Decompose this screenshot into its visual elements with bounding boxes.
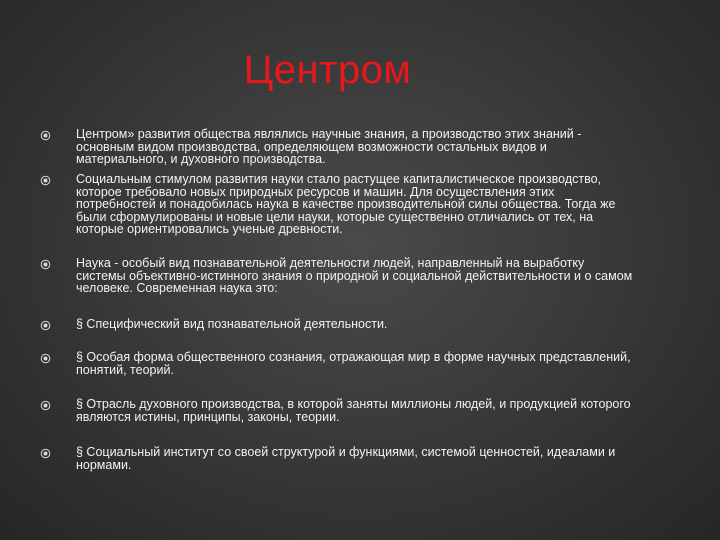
list-item-text: § Отрасль духовного производства, в которой заняты миллионы людей, и продукцией которого являются истины, принципы, законы, теории. bbox=[76, 397, 631, 424]
target-bullet-icon bbox=[40, 448, 51, 459]
list-item-text: Наука - особый вид познавательной деятельности людей, направленный на выработку системы объективно-истинного знания о природной и социальной действительности и о самом человеке. Современная наука это: bbox=[76, 256, 633, 296]
list-item-text: § Специфический вид познавательной деятельности. bbox=[76, 317, 388, 331]
slide-title: Центром bbox=[243, 48, 412, 92]
target-bullet-icon bbox=[40, 320, 51, 331]
target-bullet-icon bbox=[40, 400, 51, 411]
list-item-text: § Социальный институт со своей структурой и функциями, системой ценностей, идеалами и нормами. bbox=[76, 445, 616, 472]
list-item-text: Центром» развития общества являлись научные знания, а производство этих знаний - основным видом производства, определяющем возможности остальных видов и материального, и духовного производства. bbox=[76, 127, 582, 167]
target-bullet-icon bbox=[40, 130, 51, 141]
list-item-text: Социальным стимулом развития науки стало растущее капиталистическое производство, которое требовало новых природных ресурсов и машин. Для осуществления этих потребностей и понадобилась наука в качестве производительной силы общества. Тогда же были сформулированы и новые цели науки, которые существенно отличались от тех, на которые ориентировались ученые древности. bbox=[76, 172, 616, 237]
target-bullet-icon bbox=[40, 175, 51, 186]
list-item-text: § Особая форма общественного сознания, отражающая мир в форме научных представлений, понятий, теорий. bbox=[76, 350, 631, 377]
target-bullet-icon bbox=[40, 353, 51, 364]
target-bullet-icon bbox=[40, 259, 51, 270]
